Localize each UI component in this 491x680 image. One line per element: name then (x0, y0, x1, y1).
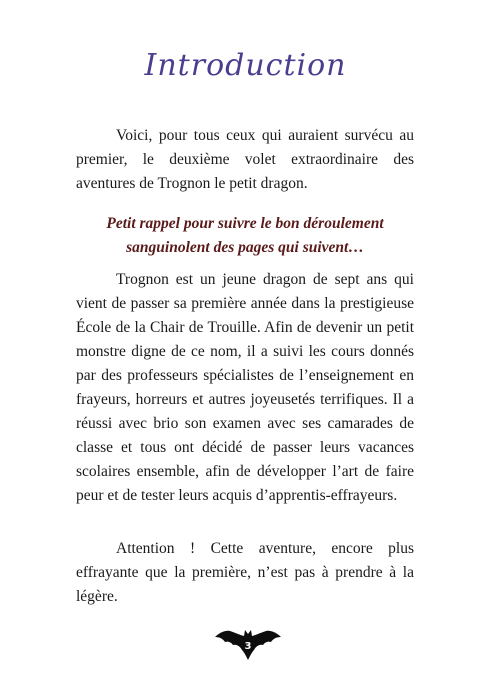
warning-paragraph: Attention ! Cette aventure, encore plus effrayante que la première, n’est pas à prendre à la légère. (76, 540, 414, 605)
intro-paragraph: Voici, pour tous ceux qui auraient survécu au premier, le deuxième volet extraordinaire des aventures de Trognon le petit dragon. (76, 127, 414, 192)
page-number: 3 (244, 641, 252, 652)
page-title: Introduction (144, 48, 347, 83)
story-summary-paragraph: Trognon est un jeune dragon de sept ans qui vient de passer sa première année dans la prestigieuse École de la Chair de Trouille. Afin de devenir un petit monstre digne de ce nom, il a suivi les cours donnés par des professeurs spécialistes de l’enseignement en frayeurs, horreurs et autres joyeusetés terrifiques. Il a réussi avec brio son examen avec ses camarades de classe et tous ont décidé de passer leurs vacances scolaires ensemble, afin de développer l’art de faire peur et de tester leurs acquis d’apprentis-effrayeurs. (76, 271, 414, 504)
reminder-heading: Petit rappel pour suivre le bon déroulement sanguinolent des pages qui suivent… (106, 215, 384, 256)
